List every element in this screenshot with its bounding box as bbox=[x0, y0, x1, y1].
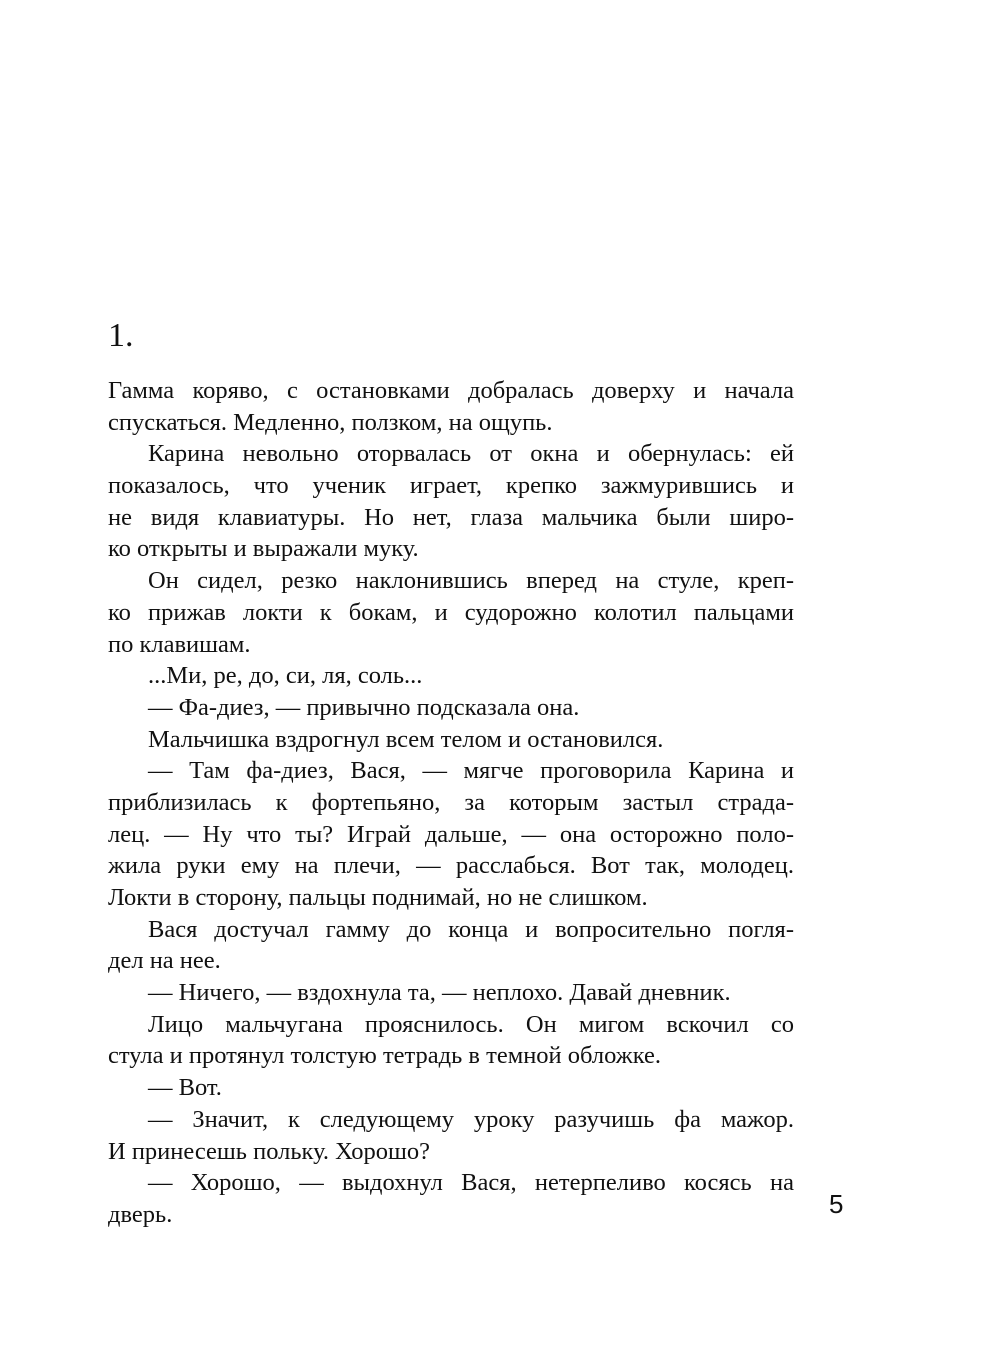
text-line: — Ничего, — вздохнула та, — неплохо. Давай дневник. bbox=[148, 979, 731, 1007]
text-line: — Значит, к следующему уроку разучишь фа мажор. bbox=[148, 1105, 794, 1133]
text-line: стула и протянул толстую тетрадь в темной обложке. bbox=[108, 1042, 661, 1070]
text-line: Локти в сторону, пальцы поднимай, но не слишком. bbox=[108, 884, 648, 911]
text-line: дел на нее. bbox=[108, 947, 221, 975]
text-line: ...Ми, ре, до, си, ля, соль... bbox=[148, 662, 423, 690]
text-line: Вася достучал гамму до конца и вопросительно погля- bbox=[148, 915, 794, 943]
text-line: дверь. bbox=[108, 1200, 173, 1228]
text-line: лец. — Ну что ты? Играй дальше, — она осторожно поло- bbox=[108, 820, 794, 848]
text-line: Он сидел, резко наклонившись вперед на стуле, креп- bbox=[148, 567, 794, 595]
text-line: — Вот. bbox=[148, 1074, 222, 1102]
text-line: Лицо мальчугана прояснилось. Он мигом вскочил со bbox=[148, 1010, 794, 1038]
text-line: показалось, что ученик играет, крепко зажмурившись и bbox=[108, 472, 794, 500]
text-line: И принесешь польку. Хорошо? bbox=[108, 1137, 431, 1165]
text-line: — Фа-диез, — привычно подсказала она. bbox=[148, 693, 580, 721]
body-text bbox=[108, 375, 794, 1231]
text-line: — Хорошо, — выдохнул Вася, нетерпеливо косясь на bbox=[148, 1169, 794, 1197]
text-line: Гамма коряво, с остановками добралась доверху и начала bbox=[108, 377, 794, 404]
text-line: не видя клавиатуры. Но нет, глаза мальчика были широ- bbox=[108, 503, 794, 531]
chapter-number: 1. bbox=[108, 317, 134, 354]
text-line: — Там фа-диез, Вася, — мягче проговорила Карина и bbox=[148, 757, 794, 785]
text-line: Карина невольно оторвалась от окна и обернулась: ей bbox=[148, 440, 794, 468]
text-line: ко открыты и выражали муку. bbox=[108, 535, 419, 563]
text-line: ко прижав локти к бокам, и судорожно колотил пальцами bbox=[108, 598, 794, 626]
page-number: 5 bbox=[829, 1189, 844, 1219]
text-line: спускаться. Медленно, ползком, на ощупь. bbox=[108, 408, 553, 436]
text-line: по клавишам. bbox=[108, 630, 251, 658]
text-line: приблизилась к фортепьяно, за которым застыл страда- bbox=[108, 788, 794, 816]
text-line: жила руки ему на плечи, — расслабься. Вот так, молодец. bbox=[108, 852, 794, 880]
text-line: Мальчишка вздрогнул всем телом и остановился. bbox=[148, 725, 664, 753]
